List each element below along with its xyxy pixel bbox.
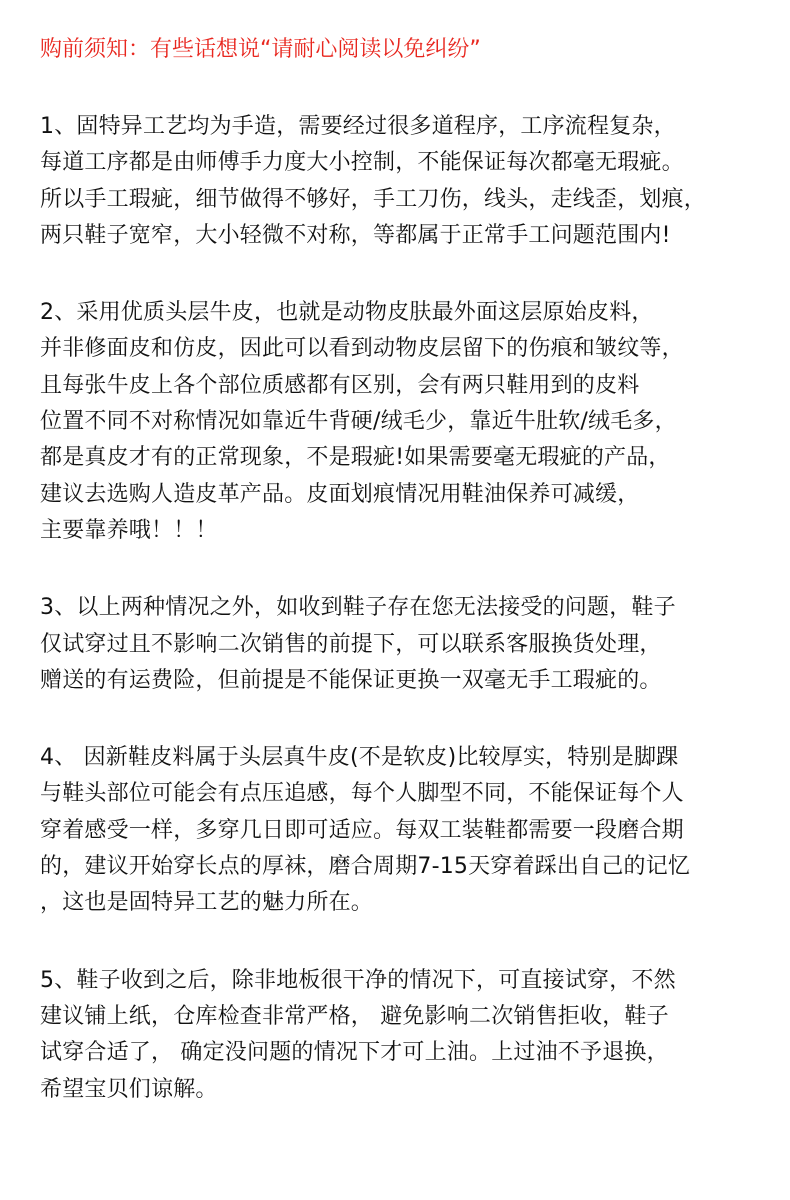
notice-paragraph-4	[40, 740, 760, 921]
notice-paragraph-3	[40, 590, 760, 699]
purchase-notice-document	[40, 32, 760, 1149]
paragraph-line: 建议去选购人造皮革产品。皮面划痕情况用鞋油保养可减缓，	[40, 481, 640, 507]
notice-paragraph-1	[40, 109, 760, 254]
notice-title: 购前须知：有些话想说“请耐心阅读以免纠纷”	[40, 37, 481, 62]
paragraph-line: 所以手工瑕疵，细节做得不够好，手工刀伤，线头，走线歪，划痕，	[40, 186, 707, 212]
paragraph-line: 都是真皮才有的正常现象，不是瑕疵!如果需要毫无瑕疵的产品，	[40, 445, 671, 471]
paragraph-line: 仅试穿过且不影响二次销售的前提下，可以联系客服换货处理，	[40, 631, 662, 657]
paragraph-line: 两只鞋子宽窄，大小轻微不对称，等都属于正常手工问题范围内!	[40, 222, 671, 248]
paragraph-line: 且每张牛皮上各个部位质感都有区别，会有两只鞋用到的皮料	[40, 372, 640, 398]
paragraph-line: 5、鞋子收到之后，除非地板很干净的情况下，可直接试穿，不然	[40, 967, 676, 993]
notice-paragraph-5	[40, 963, 760, 1108]
paragraph-line: 位置不同不对称情况如靠近牛背硬/绒毛少，靠近牛肚软/绒毛多，	[40, 409, 677, 435]
paragraph-line: 与鞋头部位可能会有点压追感，每个人脚型不同，不能保证每个人	[40, 781, 684, 807]
paragraph-line: 试穿合适了， 确定没问题的情况下才可上油。上过油不予退换，	[40, 1040, 669, 1066]
paragraph-line: 主要靠养哦！！！	[40, 517, 218, 543]
paragraph-line: 建议铺上纸，仓库检查非常严格， 避免影响二次销售拒收，鞋子	[40, 1003, 669, 1029]
paragraph-line: 3、以上两种情况之外，如收到鞋子存在您无法接受的问题，鞋子	[40, 595, 676, 621]
paragraph-line: 的，建议开始穿长点的厚袜，磨合周期7-15天穿着踩出自己的记忆	[40, 854, 691, 880]
paragraph-line: 4、 因新鞋皮料属于头层真牛皮(不是软皮)比较厚实，特别是脚踝	[40, 745, 679, 771]
paragraph-line: 赠送的有运费险，但前提是不能保证更换一双毫无手工瑕疵的。	[40, 667, 662, 693]
paragraph-line: 1、固特异工艺均为手造，需要经过很多道程序，工序流程复杂，	[40, 114, 676, 139]
paragraph-line: 穿着感受一样，多穿几日即可适应。每双工装鞋都需要一段磨合期	[40, 817, 684, 843]
paragraph-line: 每道工序都是由师傅手力度大小控制，不能保证每次都毫无瑕疵。	[40, 150, 684, 176]
notice-paragraph-2	[40, 295, 760, 549]
paragraph-line: 2、采用优质头层牛皮，也就是动物皮肤最外面这层原始皮料，	[40, 300, 654, 326]
paragraph-line: 希望宝贝们谅解。	[40, 1076, 218, 1102]
paragraph-line: 并非修面皮和仿皮，因此可以看到动物皮层留下的伤痕和皱纹等，	[40, 336, 684, 362]
paragraph-line: ，这也是固特异工艺的魅力所在。	[40, 890, 374, 916]
